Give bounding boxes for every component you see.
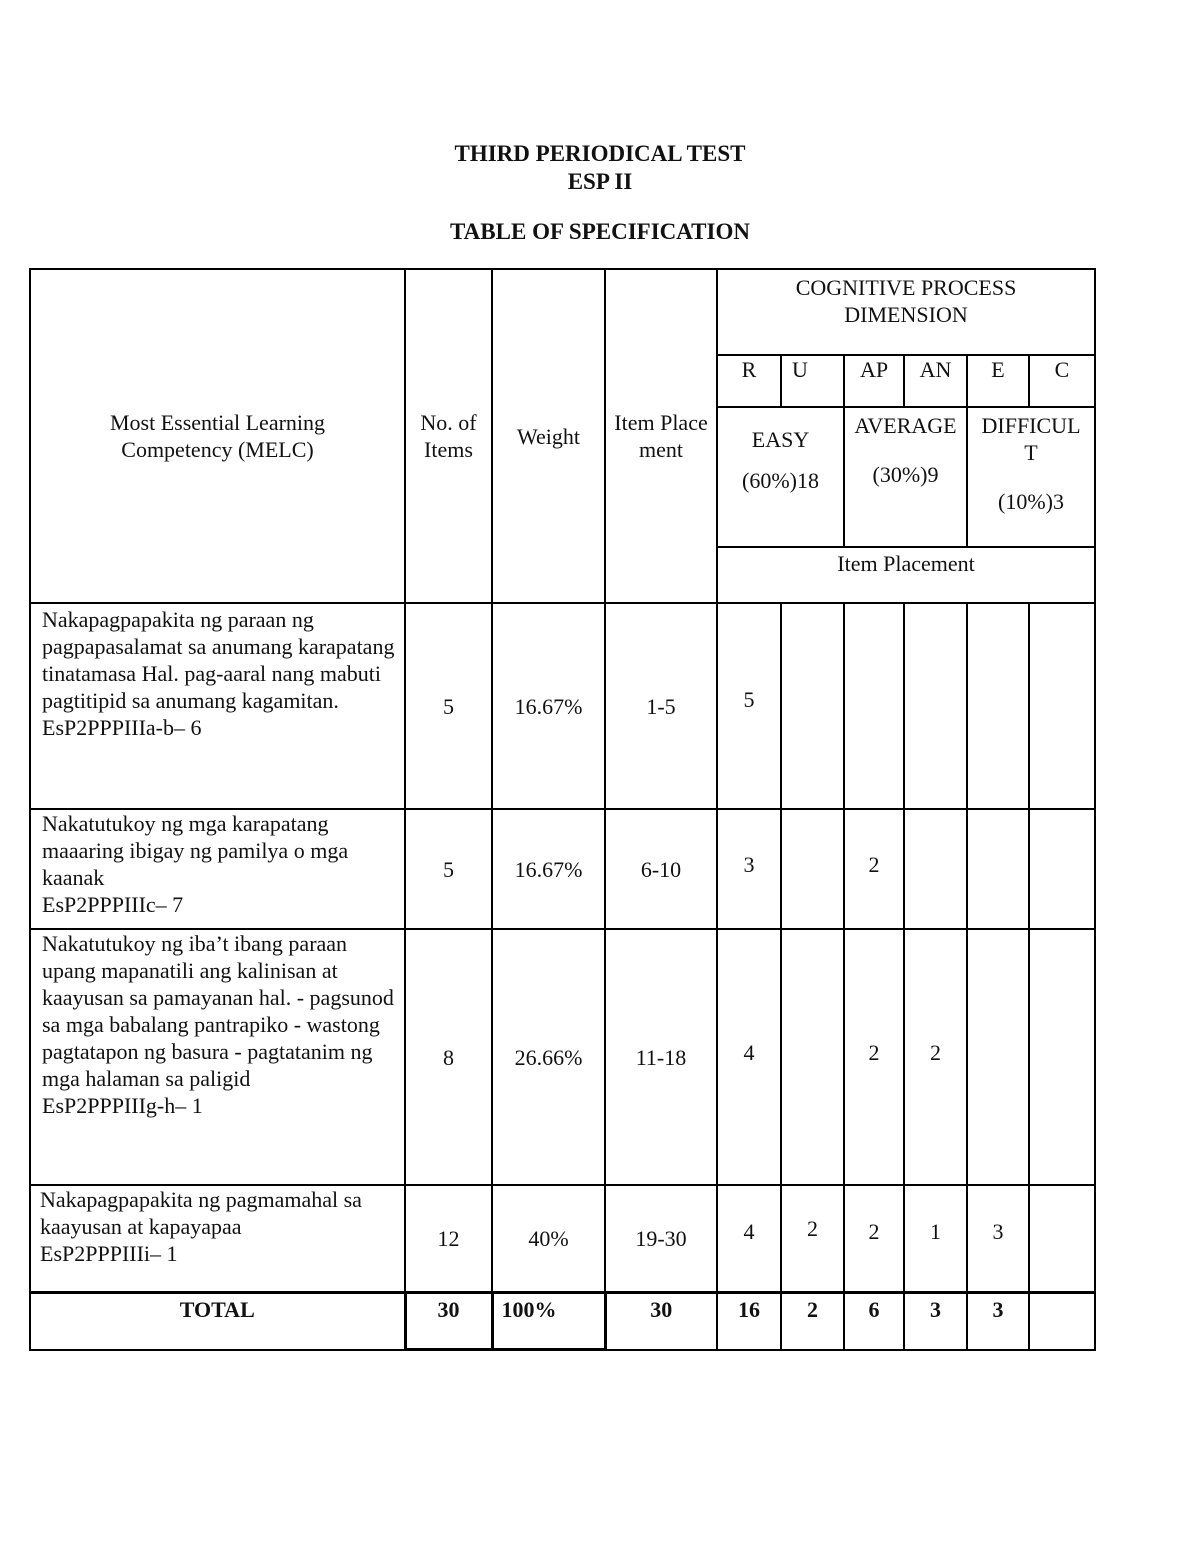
items-cell: 12 [405, 1185, 492, 1293]
cp-ap [844, 603, 904, 809]
weight-cell: 26.66% [492, 929, 605, 1185]
cp-r: 4 [717, 1185, 781, 1293]
melc-text: Nakatutukoy ng mga karapatang maaaring ibigay ng pamilya o mga kaanak [42, 811, 349, 890]
title-line-3: TABLE OF SPECIFICATION [450, 219, 750, 244]
cp-e [967, 603, 1029, 809]
table-of-specification [29, 268, 1096, 1351]
header-item-placement: Item Placement [605, 269, 717, 603]
cp-r: 4 [717, 929, 781, 1185]
title-line-1: THIRD PERIODICAL TEST [454, 141, 746, 166]
total-cp-an: 3 [904, 1293, 967, 1350]
band-easy-pct: (60%)18 [742, 468, 819, 493]
total-row [30, 1293, 1095, 1350]
band-easy [717, 407, 844, 547]
total-cp-e: 3 [967, 1293, 1029, 1350]
total-cp-ap: 6 [844, 1293, 904, 1350]
level-c: C [1029, 355, 1095, 407]
melc-cell [30, 929, 405, 1185]
cp-e [967, 809, 1029, 929]
placement-cell: 6-10 [605, 809, 717, 929]
total-cp-c [1029, 1293, 1095, 1350]
header-melc: Most Essential Learning Competency (MELC) [30, 269, 405, 603]
total-cp-r: 16 [717, 1293, 781, 1350]
cp-ap: 2 [844, 929, 904, 1185]
table-row [30, 929, 1095, 1185]
level-e: E [967, 355, 1029, 407]
band-average [844, 407, 967, 547]
melc-cell [30, 1185, 405, 1293]
melc-code: EsP2PPPIIIi– 1 [40, 1241, 178, 1266]
items-cell: 8 [405, 929, 492, 1185]
level-ap: AP [844, 355, 904, 407]
weight-cell: 40% [492, 1185, 605, 1293]
level-r: R [717, 355, 781, 407]
melc-code: EsP2PPPIIIa-b– 6 [42, 715, 202, 740]
cp-u [781, 929, 844, 1185]
placement-cell: 1-5 [605, 603, 717, 809]
placement-cell: 11-18 [605, 929, 717, 1185]
cp-ap: 2 [844, 1185, 904, 1293]
cp-r: 5 [717, 603, 781, 809]
band-average-label: AVERAGE [854, 413, 957, 438]
items-cell: 5 [405, 603, 492, 809]
total-placement: 30 [605, 1293, 717, 1350]
band-difficult-label: DIFFICULT [981, 413, 1081, 465]
weight-cell: 16.67% [492, 809, 605, 929]
table-row [30, 603, 1095, 809]
cp-ap: 2 [844, 809, 904, 929]
document-title-block [0, 140, 1200, 246]
melc-text: Nakatutukoy ng iba’t ibang paraan upang mapanatili ang kalinisan at kaayusan sa pamayanan hal. - pagsunod sa mga babalang pantrapiko - wastong pagtatapon ng basura - pagtatanim ng mga halaman sa paligid [42, 931, 394, 1091]
total-weight: 100% [492, 1293, 605, 1350]
header-no-of-items: No. of Items [405, 269, 492, 603]
band-easy-label: EASY [751, 427, 810, 452]
band-difficult-pct: (10%)3 [998, 489, 1064, 514]
level-an: AN [904, 355, 967, 407]
melc-text: Nakapagpapakita ng paraan ng pagpapasalamat sa anumang karapatang tinatamasa Hal. pag-aaral nang mabuti pagtitipid sa anumang kagamitan. [42, 607, 395, 713]
cp-u [781, 603, 844, 809]
title-line-2: ESP II [567, 169, 633, 194]
cp-an: 2 [904, 929, 967, 1185]
table-row [30, 809, 1095, 929]
total-label: TOTAL [30, 1293, 405, 1350]
total-items: 30 [405, 1293, 492, 1350]
placement-cell: 19-30 [605, 1185, 717, 1293]
cp-e: 3 [967, 1185, 1029, 1293]
header-cognitive-process: COGNITIVE PROCESS DIMENSION [717, 269, 1095, 355]
cp-u: 2 [781, 1185, 844, 1293]
melc-cell [30, 809, 405, 929]
cp-an [904, 809, 967, 929]
level-u: U [781, 355, 844, 407]
weight-cell: 16.67% [492, 603, 605, 809]
cp-an [904, 603, 967, 809]
cp-c [1029, 603, 1095, 809]
cp-c [1029, 809, 1095, 929]
cp-r: 3 [717, 809, 781, 929]
cp-an: 1 [904, 1185, 967, 1293]
melc-code: EsP2PPPIIIc– 7 [42, 892, 184, 917]
band-difficult [967, 407, 1095, 547]
header-item-placement-sub: Item Placement [717, 547, 1095, 603]
cp-u [781, 809, 844, 929]
cp-c [1029, 1185, 1095, 1293]
items-cell: 5 [405, 809, 492, 929]
melc-cell [30, 603, 405, 809]
cp-e [967, 929, 1029, 1185]
band-average-pct: (30%)9 [872, 462, 939, 487]
header-weight: Weight [492, 269, 605, 603]
table-row [30, 1185, 1095, 1293]
melc-code: EsP2PPPIIIg-h– 1 [42, 1093, 203, 1118]
cp-c [1029, 929, 1095, 1185]
total-cp-u: 2 [781, 1293, 844, 1350]
melc-text: Nakapagpapakita ng pagmamahal sa kaayusan at kapayapaa [40, 1187, 362, 1239]
